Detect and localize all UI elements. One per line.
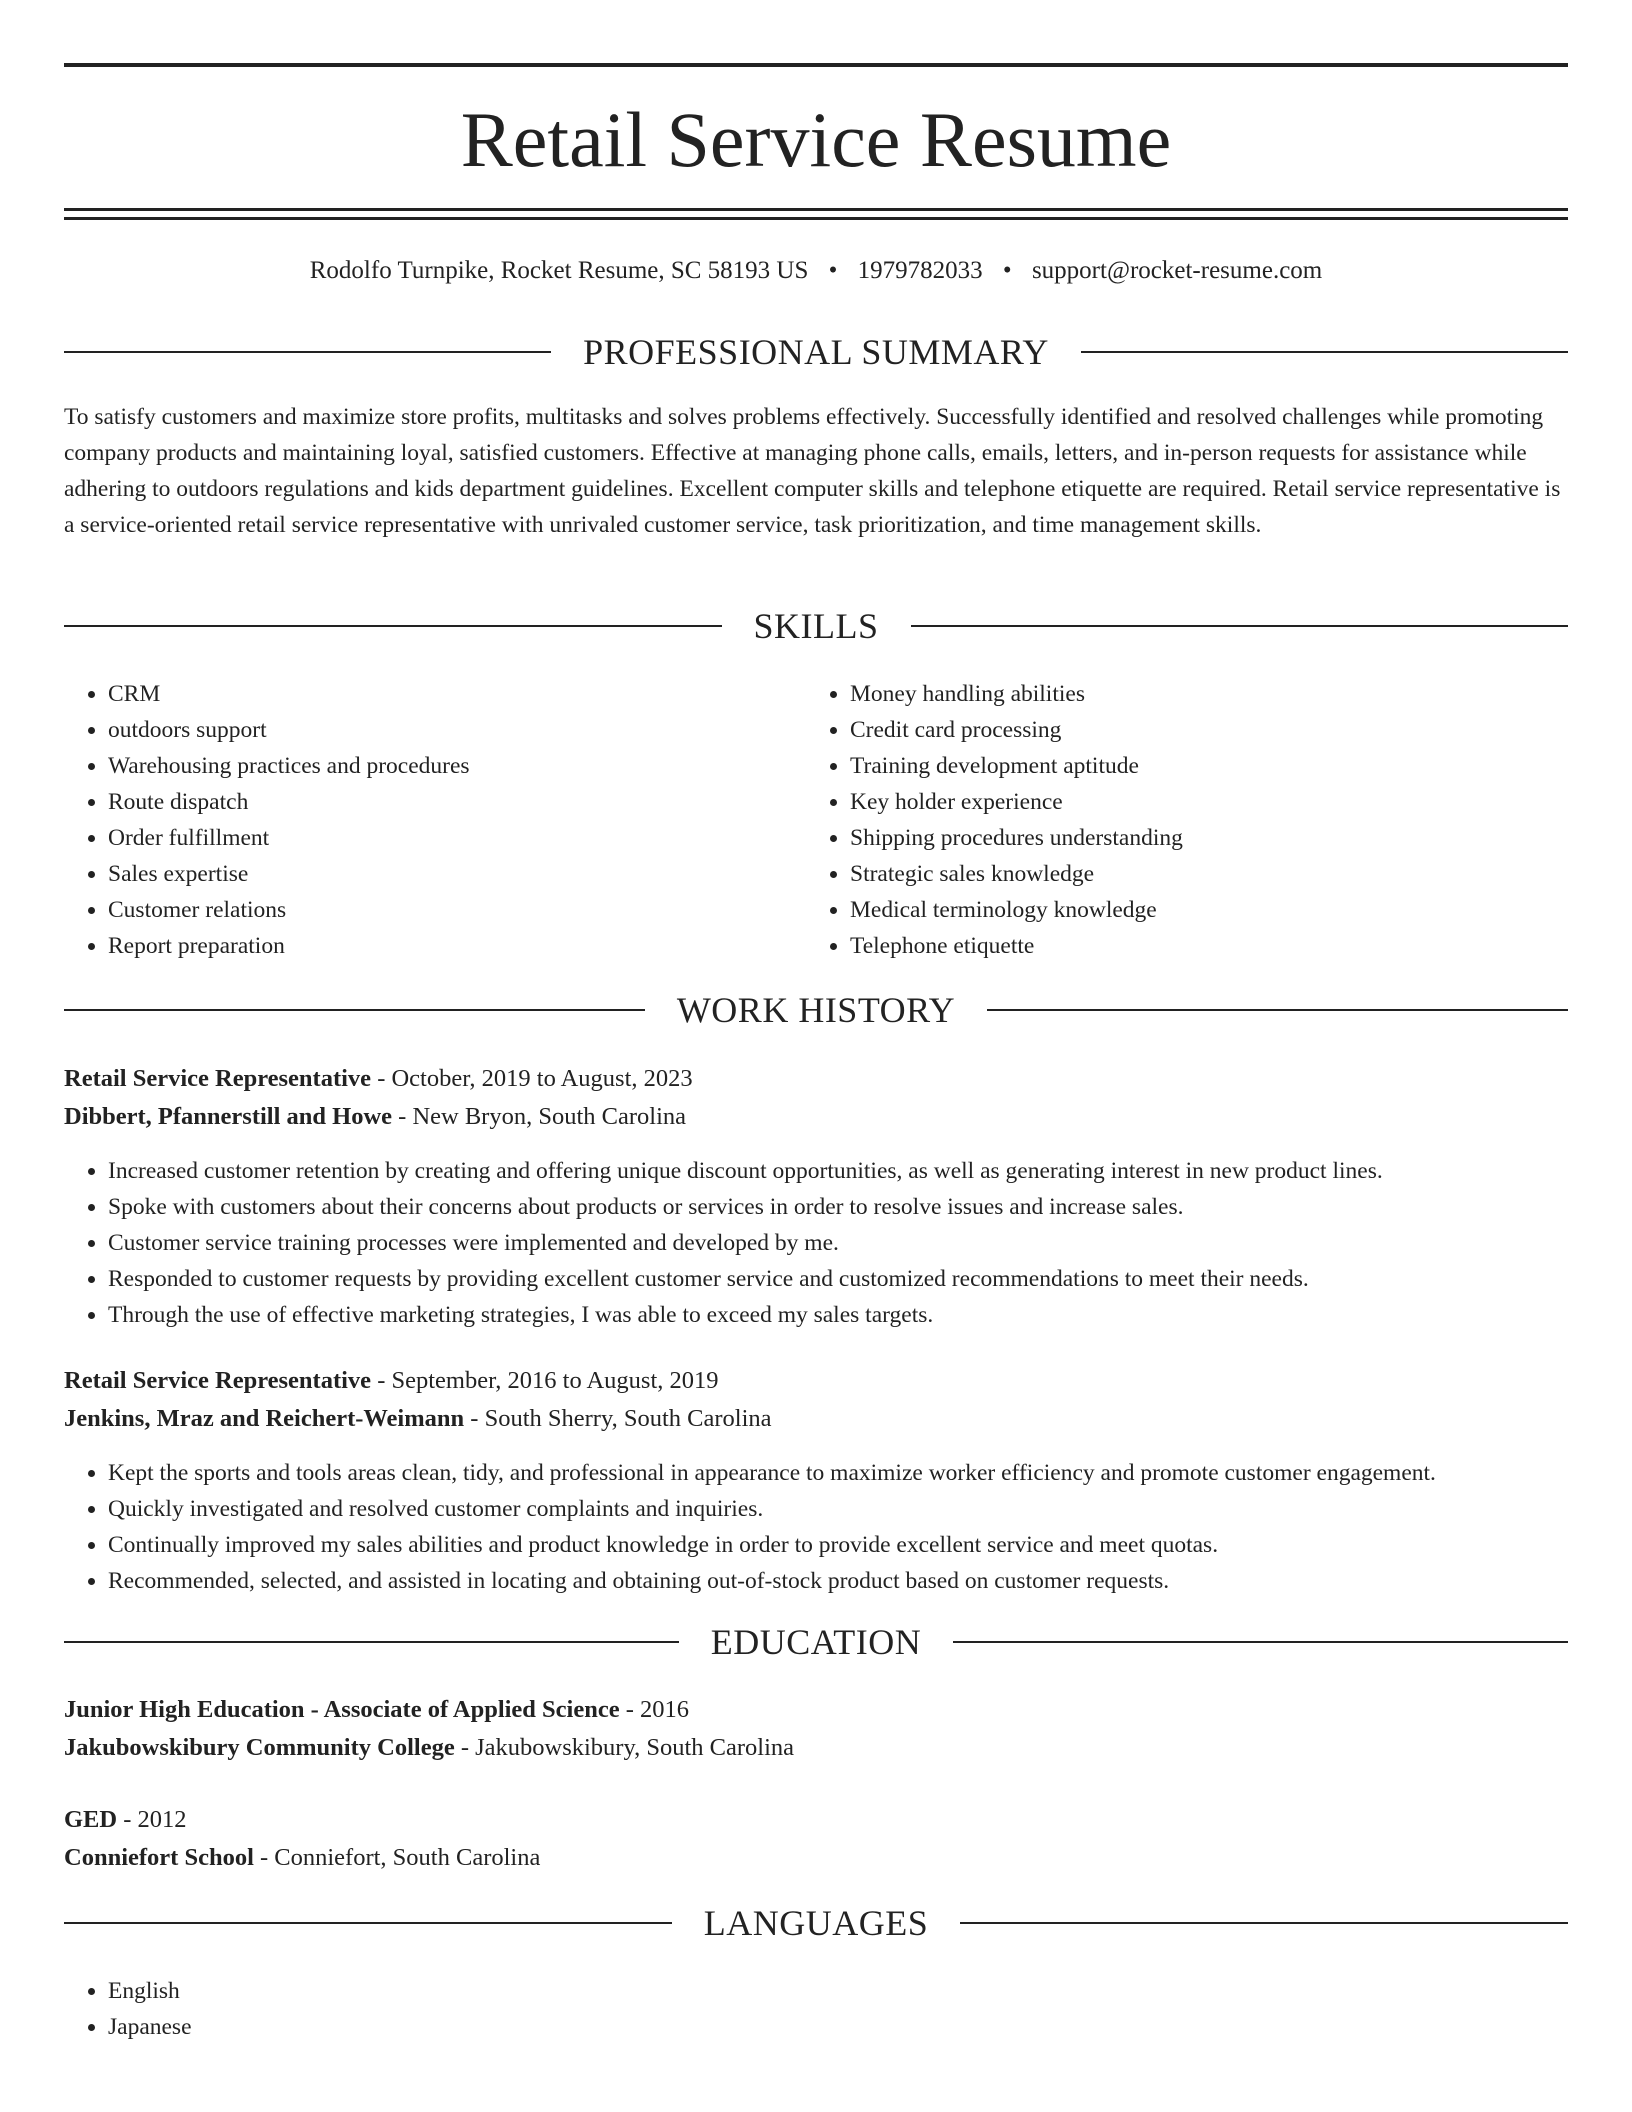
heading-rule [64, 351, 551, 353]
job-duties-list [64, 1455, 1568, 1599]
contact-line [64, 254, 1568, 288]
job-title: Retail Service Representative [64, 1065, 372, 1092]
duty-item: • Through the use of effective marketing strategies, I was able to exceed my sales targets. [108, 1297, 1568, 1333]
heading-rule [64, 1641, 679, 1643]
skill-item: • Route dispatch [108, 784, 764, 820]
title-double-rule [64, 208, 1568, 220]
skill-item: • Shipping procedures understanding [850, 820, 1506, 856]
education-school-line [64, 1840, 1568, 1876]
education-year: - 2012 [117, 1806, 187, 1833]
job-title-line [64, 1363, 1568, 1399]
section-heading-summary [64, 330, 1568, 374]
education-degree: GED [64, 1806, 118, 1833]
section-heading-languages [64, 1901, 1568, 1945]
contact-address: Rodolfo Turnpike, Rocket Resume, SC 58193 US [309, 257, 809, 284]
skill-item: • Training development aptitude [850, 748, 1506, 784]
contact-email: support@rocket-resume.com [1031, 257, 1323, 284]
education-degree-line [64, 1802, 1568, 1838]
language-item: • Japanese [108, 2009, 1568, 2045]
skill-item: • Report preparation [108, 928, 764, 964]
section-title: SKILLS [753, 606, 879, 646]
heading-rule [1081, 351, 1568, 353]
skill-item: • Warehousing practices and procedures [108, 748, 764, 784]
skill-item: • Money handling abilities [850, 676, 1506, 712]
job-dates: - October, 2019 to August, 2023 [371, 1065, 693, 1092]
skill-item: • Key holder experience [850, 784, 1506, 820]
duty-item: • Spoke with customers about their concerns about products or services in order to resolve issues and increase sales. [108, 1189, 1568, 1225]
education-year: - 2016 [619, 1696, 690, 1723]
section-heading-skills [64, 604, 1568, 648]
education-degree-line [64, 1692, 1568, 1728]
duty-item: • Quickly investigated and resolved customer complaints and inquiries. [108, 1491, 1568, 1527]
education-school: Jakubowskibury Community College [64, 1734, 455, 1761]
skill-item: • Credit card processing [850, 712, 1506, 748]
language-item: • English [108, 1973, 1568, 2009]
duty-item: • Increased customer retention by creating and offering unique discount opportunities, as well as generating interest in new product lines. [108, 1153, 1568, 1189]
skills-list-right [806, 676, 1506, 964]
skill-item: • Sales expertise [108, 856, 764, 892]
section-title: WORK HISTORY [676, 990, 956, 1030]
duty-item: • Customer service training processes were implemented and developed by me. [108, 1225, 1568, 1261]
section-title: EDUCATION [710, 1622, 922, 1662]
summary-text: To satisfy customers and maximize store profits, multitasks and solves problems effectively. Successfully identified and resolved challenges while promoting company products and maintaining loyal, satisfied customers. Effective at managing phone calls, emails, letters, and in-person requests for assistance while adhering to outdoors regulations and kids department guidelines. Excellent computer skills and telephone etiquette are required. Retail service representative is a service-oriented retail service representative with unrivaled customer service, task prioritization, and time management skills. [64, 404, 1561, 538]
job-location: - South Sherry, South Carolina [464, 1405, 772, 1432]
duty-item: • Continually improved my sales abilities and product knowledge in order to provide excellent service and meet quotas. [108, 1527, 1568, 1563]
job-location: - New Bryon, South Carolina [392, 1103, 686, 1130]
heading-rule [64, 1009, 645, 1011]
skills-column-right [806, 676, 1506, 964]
skill-item: • Medical terminology knowledge [850, 892, 1506, 928]
heading-rule [64, 625, 722, 627]
heading-rule [911, 625, 1569, 627]
job-dates: - September, 2016 to August, 2019 [371, 1367, 719, 1394]
education-school-line [64, 1730, 1568, 1766]
job-duties [64, 1455, 1568, 1599]
section-heading-education [64, 1620, 1568, 1664]
education-school: Conniefort School [64, 1844, 254, 1871]
resume-title: Retail Service Resume [460, 96, 1172, 183]
skill-item: • CRM [108, 676, 764, 712]
section-title: PROFESSIONAL SUMMARY [583, 332, 1049, 372]
job-company-line [64, 1401, 1568, 1437]
heading-rule [953, 1641, 1568, 1643]
job-title-line [64, 1061, 1568, 1097]
languages-list [64, 1973, 1568, 2045]
duty-item: • Recommended, selected, and assisted in locating and obtaining out-of-stock product based on customer requests. [108, 1563, 1568, 1599]
job-company: Jenkins, Mraz and Reichert-Weimann [64, 1405, 465, 1432]
heading-rule [987, 1009, 1568, 1011]
skills-list-left [64, 676, 764, 964]
skill-item: • outdoors support [108, 712, 764, 748]
job-title: Retail Service Representative [64, 1367, 372, 1394]
job-duties-list [64, 1153, 1568, 1333]
skill-item: • Customer relations [108, 892, 764, 928]
skill-item: • Telephone etiquette [850, 928, 1506, 964]
skill-item: • Strategic sales knowledge [850, 856, 1506, 892]
section-heading-work-history [64, 988, 1568, 1032]
section-title: LANGUAGES [703, 1903, 929, 1943]
contact-separator: • [1002, 257, 1012, 284]
duty-item: • Kept the sports and tools areas clean, tidy, and professional in appearance to maximize worker efficiency and promote customer engagement. [108, 1455, 1568, 1491]
job-company: Dibbert, Pfannerstill and Howe [64, 1103, 393, 1130]
heading-rule [64, 1922, 672, 1924]
job-duties [64, 1153, 1568, 1333]
top-rule [64, 63, 1568, 67]
languages-block [64, 1973, 1568, 2045]
heading-rule [960, 1922, 1568, 1924]
education-degree: Junior High Education - Associate of Applied Science [64, 1696, 620, 1723]
contact-separator: • [828, 257, 838, 284]
skill-item: • Order fulfillment [108, 820, 764, 856]
job-company-line [64, 1099, 1568, 1135]
contact-phone: 1979782033 [857, 257, 983, 284]
skills-column-left [64, 676, 764, 964]
education-location: - Conniefort, South Carolina [253, 1844, 541, 1871]
education-location: - Jakubowskibury, South Carolina [454, 1734, 795, 1761]
duty-item: • Responded to customer requests by providing excellent customer service and customized recommendations to meet their needs. [108, 1261, 1568, 1297]
